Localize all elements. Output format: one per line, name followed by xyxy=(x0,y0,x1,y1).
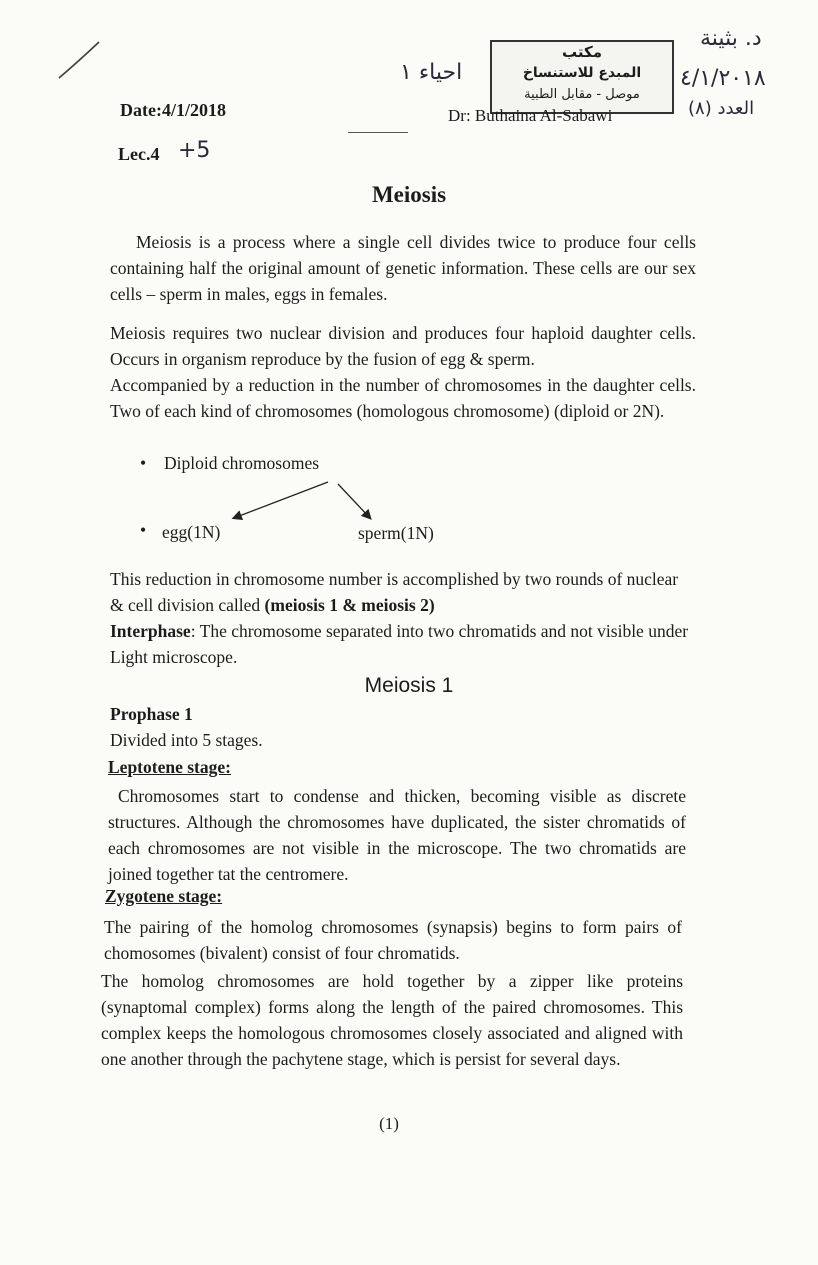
diagram-arrows xyxy=(220,478,390,528)
paragraph-three: Accompanied by a reduction in the number of chromosomes in the daughter cells. Two of each kind of chromosomes (homologous chromosome) (diploid or 2N). xyxy=(110,375,696,421)
zygotene-paragraph-2: The homolog chromosomes are hold together by a zipper like proteins (synaptomal complex) forms along the length of the paired chromosomes. This complex keeps the homologous chromosomes closely associated and aligned with one another through the pachytene stage, which is persist for several days. xyxy=(101,971,683,1069)
interphase-paragraph xyxy=(110,618,696,670)
lecture-date: Date:4/1/2018 xyxy=(120,100,226,120)
handwritten-issue: العدد (٨) xyxy=(688,98,755,119)
reduction-text: This reduction in chromosome number is accomplished by two rounds of nuclear & cell division called xyxy=(110,569,679,615)
diagram-egg-label: egg(1N) xyxy=(162,522,221,542)
lecture-number: Lec.4 xyxy=(118,144,160,164)
lecture-handwritten-note: +5 xyxy=(178,138,211,163)
leptotene-heading: Leptotene stage: xyxy=(108,757,231,777)
handwritten-name: د. بثينة xyxy=(700,26,762,51)
stamp-line-2: المبدع للاستنساخ xyxy=(522,65,642,81)
reduction-paragraph xyxy=(110,566,696,618)
prophase-heading: Prophase 1 xyxy=(110,704,193,724)
arrow-to-egg xyxy=(234,482,328,518)
diagram-sperm-label: sperm(1N) xyxy=(358,523,434,543)
handwritten-date: ٤/١/٢٠١٨ xyxy=(680,66,766,91)
zygotene-paragraph-1: The pairing of the homolog chromosomes (synapsis) begins to form pairs of chomosomes (bivalent) consist of four chromatids. xyxy=(104,917,682,963)
diagram-root-label: Diploid chromosomes xyxy=(164,453,320,473)
section-subtitle: Meiosis 1 xyxy=(364,674,454,697)
page-title: Meiosis xyxy=(371,182,447,207)
intro-paragraph xyxy=(110,229,696,307)
paragraph-two: Meiosis requires two nuclear division and produces four haploid daughter cells. Occurs in organism reproduce by the fusion of egg & sperm. xyxy=(110,323,696,369)
stamp-line-3: موصل - مقابل الطبية xyxy=(524,87,640,102)
bullet-dot-2: • xyxy=(140,520,147,540)
zygotene-heading: Zygotene stage: xyxy=(105,886,223,906)
copy-shop-stamp xyxy=(490,40,674,114)
divider-line xyxy=(348,132,408,133)
author-name: Dr: Buthaina Al-Sabawi xyxy=(448,106,613,125)
stamp-line-1: مكتب xyxy=(561,43,602,61)
interphase-label: Interphase xyxy=(110,621,191,641)
bullet-dot-1: • xyxy=(140,453,147,473)
page-number: (1) xyxy=(379,1114,399,1133)
reduction-bold-text: (meiosis 1 & meiosis 2) xyxy=(264,595,435,615)
interphase-text: : The chromosome separated into two chromatids and not visible under Light microscope. xyxy=(110,621,689,667)
handwritten-subject: احياء ١ xyxy=(400,60,463,85)
arrow-to-sperm xyxy=(338,484,370,518)
pen-mark-icon xyxy=(55,38,105,83)
leptotene-paragraph: Chromosomes start to condense and thicken, becoming visible as discrete structures. Although the chromosomes have duplicated, the sister chromatids of each chromosomes are not visible in the microscope. The two chromatids are joined together tat the centromere. xyxy=(108,786,686,884)
intro-text: Meiosis is a process where a single cell divides twice to produce four cells containing half the original amount of genetic information. These cells are our sex cells – sperm in males, eggs in females. xyxy=(110,232,696,304)
prophase-text: Divided into 5 stages. xyxy=(110,730,263,750)
